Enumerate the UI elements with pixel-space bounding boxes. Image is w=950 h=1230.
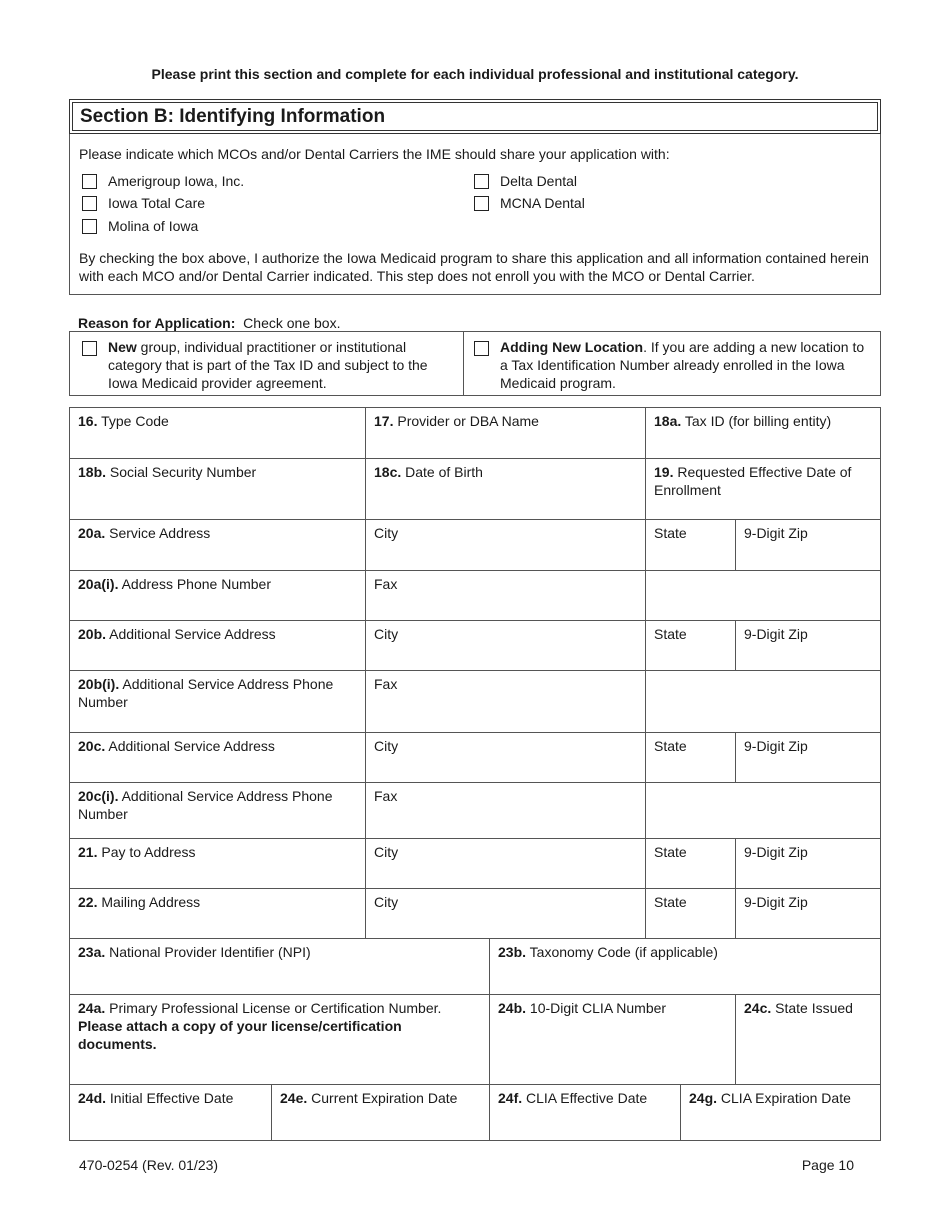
reason-loc-text xyxy=(500,338,874,392)
field-number: 20c. xyxy=(78,738,106,754)
field-label: Provider or DBA Name xyxy=(397,413,539,429)
field-24d-initial-effective-date[interactable] xyxy=(70,1085,272,1141)
field-label: 9-Digit Zip xyxy=(744,894,808,910)
option-label: Amerigroup Iowa, Inc. xyxy=(108,173,245,189)
field-number: 24g. xyxy=(689,1090,718,1106)
field-label: State xyxy=(654,525,687,541)
option-label: Iowa Total Care xyxy=(108,195,206,211)
field-note: Please attach a copy of your license/certification documents. xyxy=(78,1018,402,1052)
field-24b-clia-number[interactable] xyxy=(490,995,736,1085)
field-20c-zip[interactable] xyxy=(736,733,881,783)
field-number: 23b. xyxy=(498,944,527,960)
option-label: MCNA Dental xyxy=(500,195,585,211)
divider xyxy=(463,332,464,396)
field-number: 24a. xyxy=(78,1000,106,1016)
reason-new-text xyxy=(108,338,452,392)
field-label: CLIA Effective Date xyxy=(526,1090,648,1106)
field-20b-zip[interactable] xyxy=(736,621,881,671)
field-number: 18c. xyxy=(374,464,402,480)
field-20bi-phone[interactable] xyxy=(70,671,366,733)
field-label: 9-Digit Zip xyxy=(744,525,808,541)
print-instruction: Please print this section and complete for each individual professional and institutional category. xyxy=(151,66,799,82)
field-label: 9-Digit Zip xyxy=(744,738,808,754)
field-number: 24b. xyxy=(498,1000,527,1016)
field-22-state[interactable] xyxy=(646,889,736,939)
field-20b-additional-address[interactable] xyxy=(70,621,366,671)
field-label: City xyxy=(374,738,399,754)
reason-new-desc: group, individual practitioner or institutional category that is part of the Tax ID and subject to the Iowa Medicaid provider agreement. xyxy=(108,339,428,391)
field-label: City xyxy=(374,844,399,860)
field-label: Pay to Address xyxy=(101,844,196,860)
field-20c-additional-address[interactable] xyxy=(70,733,366,783)
field-number: 18a. xyxy=(654,413,682,429)
field-20a-state[interactable] xyxy=(646,520,736,571)
field-20c-city[interactable] xyxy=(366,733,646,783)
field-22-zip[interactable] xyxy=(736,889,881,939)
authorization-text: By checking the box above, I authorize the Iowa Medicaid program to share this application and all information contained herein with each MCO and/or Dental Carrier indicated. This step does not enroll you with the MCO or Dental Carrier. xyxy=(79,250,869,284)
field-label: City xyxy=(374,894,399,910)
field-number: 20a. xyxy=(78,525,106,541)
field-number: 19. xyxy=(654,464,674,480)
field-number: 20c(i). xyxy=(78,788,119,804)
field-24c-state-issued[interactable] xyxy=(736,995,881,1085)
empty-cell xyxy=(646,671,881,733)
field-label: Current Expiration Date xyxy=(311,1090,458,1106)
field-label: City xyxy=(374,626,399,642)
field-number: 16. xyxy=(78,413,98,429)
field-number: 22. xyxy=(78,894,98,910)
field-23b-taxonomy[interactable] xyxy=(490,939,881,995)
field-label: Additional Service Address xyxy=(108,738,275,754)
field-label: Social Security Number xyxy=(109,464,257,480)
field-label: Taxonomy Code (if applicable) xyxy=(529,944,718,960)
checkbox-icon[interactable] xyxy=(82,196,97,211)
field-label: Mailing Address xyxy=(101,894,201,910)
empty-cell xyxy=(646,783,881,839)
field-label: 10-Digit CLIA Number xyxy=(529,1000,667,1016)
field-24g-clia-expiration-date[interactable] xyxy=(681,1085,881,1141)
field-label: Fax xyxy=(374,576,398,592)
field-20a-city[interactable] xyxy=(366,520,646,571)
field-number: 20a(i). xyxy=(78,576,119,592)
field-number: 17. xyxy=(374,413,394,429)
field-20ci-phone[interactable] xyxy=(70,783,366,839)
field-label: 9-Digit Zip xyxy=(744,844,808,860)
field-number: 23a. xyxy=(78,944,106,960)
field-label: Type Code xyxy=(101,413,169,429)
mco-share-box xyxy=(69,134,881,295)
field-label: State xyxy=(654,844,687,860)
field-number: 18b. xyxy=(78,464,107,480)
field-21-city[interactable] xyxy=(366,839,646,889)
checkbox-molina[interactable] xyxy=(82,218,198,234)
field-number: 24e. xyxy=(280,1090,308,1106)
field-label: Date of Birth xyxy=(405,464,483,480)
field-label: Additional Service Address Phone Number xyxy=(78,788,333,822)
checkbox-icon[interactable] xyxy=(82,219,97,234)
field-20a-service-address[interactable] xyxy=(70,520,366,571)
field-18c-dob[interactable] xyxy=(366,459,646,520)
field-21-state[interactable] xyxy=(646,839,736,889)
field-label: Service Address xyxy=(109,525,211,541)
field-label: State Issued xyxy=(775,1000,853,1016)
reason-loc-bold: Adding New Location xyxy=(500,339,644,355)
field-label: Tax ID (for billing entity) xyxy=(684,413,832,429)
field-number: 24d. xyxy=(78,1090,107,1106)
option-label: Molina of Iowa xyxy=(108,218,199,234)
field-number: 24c. xyxy=(744,1000,772,1016)
checkbox-mcna-dental[interactable] xyxy=(474,195,585,211)
field-label: City xyxy=(374,525,399,541)
field-20ai-phone[interactable] xyxy=(70,571,366,621)
form-number: 470-0254 (Rev. 01/23) xyxy=(79,1157,219,1173)
field-24f-clia-effective-date[interactable] xyxy=(490,1085,681,1141)
field-label: Fax xyxy=(374,676,398,692)
page-number: Page 10 xyxy=(801,1157,854,1173)
field-label: Additional Service Address Phone Number xyxy=(78,676,334,710)
field-label: Additional Service Address xyxy=(109,626,276,642)
field-18a-tax-id[interactable] xyxy=(646,408,881,459)
reason-title-rest: Check one box. xyxy=(243,315,341,331)
field-number: 20b. xyxy=(78,626,107,642)
checkbox-amerigroup[interactable] xyxy=(82,173,244,189)
field-19-effective-date[interactable] xyxy=(646,459,881,520)
field-21-pay-to-address[interactable] xyxy=(70,839,366,889)
field-20c-state[interactable] xyxy=(646,733,736,783)
field-20bi-fax[interactable] xyxy=(366,671,646,733)
field-number: 21. xyxy=(78,844,98,860)
checkbox-icon[interactable] xyxy=(82,341,97,356)
field-16-type-code[interactable] xyxy=(70,408,366,459)
identifying-info-grid xyxy=(69,407,881,1141)
field-label: State xyxy=(654,894,687,910)
field-20ai-fax[interactable] xyxy=(366,571,646,621)
field-label: National Provider Identifier (NPI) xyxy=(109,944,311,960)
checkbox-delta-dental[interactable] xyxy=(474,173,577,189)
checkbox-icon[interactable] xyxy=(474,341,489,356)
field-label: Fax xyxy=(374,788,398,804)
field-label: State xyxy=(654,626,687,642)
share-prompt: Please indicate which MCOs and/or Dental Carriers the IME should share your application with: xyxy=(79,146,670,162)
field-18b-ssn[interactable] xyxy=(70,459,366,520)
field-label: Address Phone Number xyxy=(121,576,272,592)
field-24e-current-expiration-date[interactable] xyxy=(272,1085,490,1141)
field-label: Requested Effective Date of Enrollment xyxy=(654,464,852,498)
empty-cell xyxy=(646,571,881,621)
field-24a-license[interactable] xyxy=(70,995,490,1085)
reason-loc-desc: . If you are adding a new location to a Tax Identification Number already enrolled in the Iowa Medicaid program. xyxy=(500,339,865,391)
field-number: 20b(i). xyxy=(78,676,120,692)
field-20b-state[interactable] xyxy=(646,621,736,671)
reason-box xyxy=(69,331,881,396)
reason-new-bold: New xyxy=(108,339,137,355)
field-20ci-fax[interactable] xyxy=(366,783,646,839)
field-label: CLIA Expiration Date xyxy=(720,1090,851,1106)
field-21-zip[interactable] xyxy=(736,839,881,889)
checkbox-icon[interactable] xyxy=(474,196,489,211)
checkbox-icon[interactable] xyxy=(82,174,97,189)
field-17-provider-name[interactable] xyxy=(366,408,646,459)
field-label: 9-Digit Zip xyxy=(744,626,808,642)
reason-title xyxy=(78,315,340,331)
field-label: Initial Effective Date xyxy=(109,1090,234,1106)
checkbox-iowa-total-care[interactable] xyxy=(82,195,205,211)
field-22-mailing-address[interactable] xyxy=(70,889,366,939)
field-number: 24f. xyxy=(498,1090,523,1106)
reason-title-bold: Reason for Application: xyxy=(78,315,236,331)
field-22-city[interactable] xyxy=(366,889,646,939)
field-23a-npi[interactable] xyxy=(70,939,490,995)
field-label: State xyxy=(654,738,687,754)
field-20a-zip[interactable] xyxy=(736,520,881,571)
option-label: Delta Dental xyxy=(500,173,578,189)
field-label: Primary Professional License or Certification Number. xyxy=(109,1000,442,1016)
field-20b-city[interactable] xyxy=(366,621,646,671)
section-title: Section B: Identifying Information xyxy=(69,99,881,134)
checkbox-icon[interactable] xyxy=(474,174,489,189)
